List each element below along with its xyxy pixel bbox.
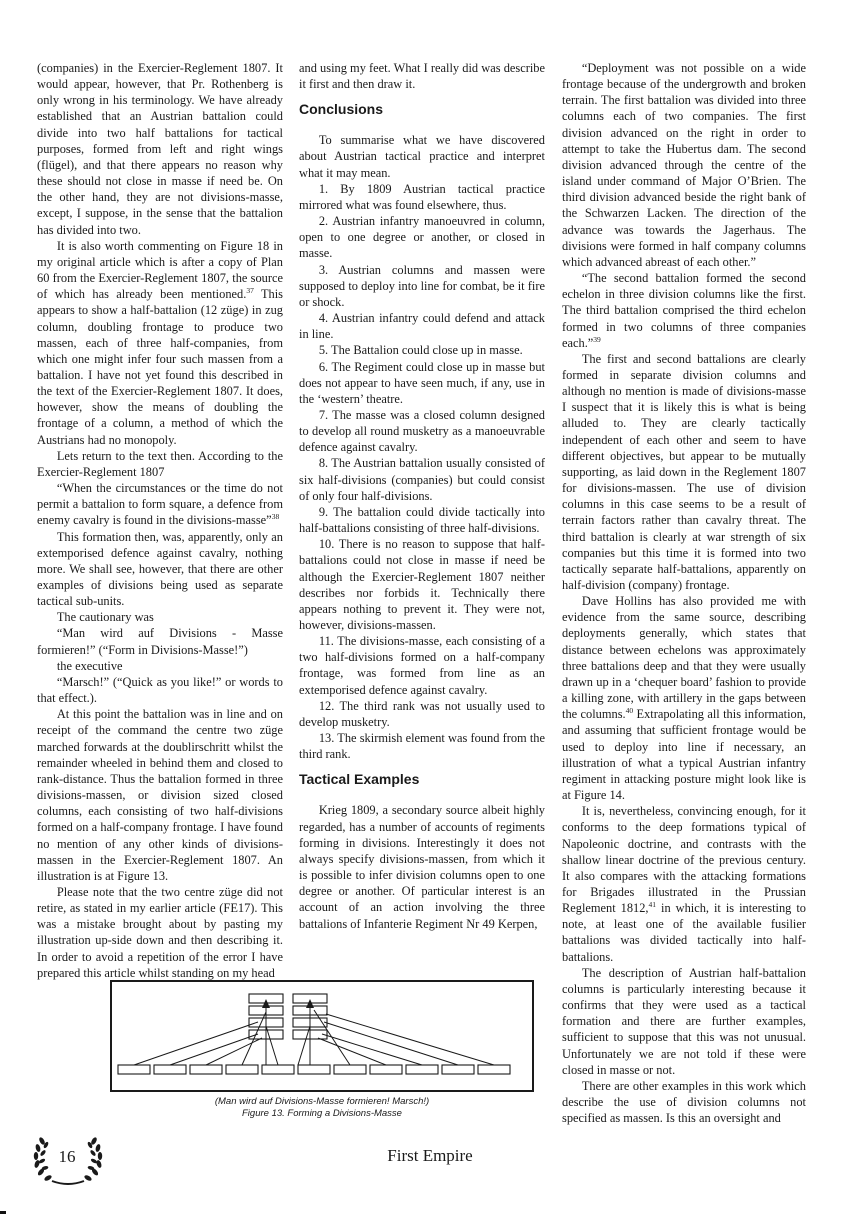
zug-block [262, 1065, 294, 1074]
figure-13-diagram [110, 980, 534, 1092]
paragraph [562, 593, 806, 803]
zug-block [190, 1065, 222, 1074]
paragraph: The description of Austrian half-battalion columns is particularly interesting because it confirms that they were used as a tactical formation and there are further examples, sufficient to suppose that this was not unusual. Unfortunately we are not told if these were closed in masse or not. [562, 965, 806, 1077]
caption-line: (Man wird auf Divisions-Masse formieren! Marsch!) [214, 1096, 430, 1107]
paragraph: This formation then, was, apparently, only an extemporised defence against cavalry, nothing more. We shall see, however, that there are other examples of divisions being used as separate tactical sub-units. [37, 529, 283, 609]
conclusion-item: 6. The Regiment could close up in masse but does not appear to have seen much, if any, use in the ‘western’ theatre. [299, 359, 545, 406]
section-heading-tactical-examples: Tactical Examples [299, 771, 420, 788]
conclusion-item: 12. The third rank was not usually used to develop musketry. [299, 698, 545, 729]
zug-block [334, 1065, 366, 1074]
paragraph: At this point the battalion was in line and on receipt of the command the centre two züge marched forwards at the doublirschritt whilst the remainder wheeled in behind them and closed to rank-distance. Thus the battalion formed in three divisions-massen, or division sized closed columns, each consisting of two half-divisions formed on a half-company frontage. I have found no mention of any other kinds of divisions-massen in the Exercier-Reglement 1807. An illustration is at Figure 13. [37, 707, 283, 883]
conclusion-item: 4. Austrian infantry could defend and attack in line. [299, 311, 545, 342]
zug-block [442, 1065, 474, 1074]
paragraph [37, 238, 283, 448]
figure-caption [110, 1096, 534, 1120]
paragraph: There are other examples in this work which describe the use of division columns not specified as massen. Is this an oversight and [562, 1078, 806, 1126]
zug-block [406, 1065, 438, 1074]
footnote-ref: 38 [271, 512, 280, 522]
text-column-3 [562, 60, 806, 1126]
paragraph: The cautionary was [56, 610, 154, 625]
paragraph: To summarise what we have discovered about Austrian tactical practice and interpret what it may mean. [299, 133, 545, 180]
zug-block [370, 1065, 402, 1074]
conclusion-item: 13. The skirmish element was found from the third rank. [299, 731, 545, 762]
paragraph-text: “When the circumstances or the time do not permit a battalion to form square, a defence from enemy cavalry is found in the divisions-masse” [37, 481, 283, 528]
paragraph-text: Extrapolating all this information, and assuming that sufficient frontage would be used to deploy into line if necessary, an illustration of what a typical Austrian infantry regiment in attacking posture might look like is at Figure 14. [562, 707, 807, 803]
quote-paragraph: “Deployment was not possible on a wide frontage because of the undergrowth and broken terrain. The first battalion was divided into three columns each of two companies. The first division advanced on the right in order to attempt to take the Hubertus dam. The second division advanced through the centre of the island under command of Major O’Brien. The third division advanced beside the right bank of the Schwarzen Lacken. The direction of the advance was towards the Jagerhaus. The divisions were formed in half company columns which advanced abreast of each other.” [562, 61, 806, 269]
scan-edge-mark [0, 1211, 6, 1214]
text-column-2 [299, 60, 545, 932]
paragraph: Krieg 1809, a secondary source albeit highly regarded, has a number of accounts of regiments forming in divisions. Interestingly it does not always specify divisions-massen, from which it is possible to infer division columns open to one degree or another. Of particular interest is an account of an action involving the three battalions of Infanterie Regiment Nr 49 Kerpen, [299, 803, 545, 931]
zug-block [118, 1065, 150, 1074]
paragraph: Please note that the two centre züge did not retire, as stated in my earlier article (FE17). This was a mistake brought about by pasting my illustration up-side down and then describing it. In order to avoid a repetition of the error I have prepared this article whilst standing on my head [37, 884, 283, 980]
paragraph-text: Dave Hollins has also provided me with evidence from the same source, describing deployments generally, which states that distance between echelons was approximately three battalions deep and that they were usually drawn up in a ‘chequer board’ fashion to provide a killing zone, with artillery in the gaps between the columns. [562, 594, 806, 722]
quote-paragraph [37, 480, 283, 528]
quote-paragraph: “Man wird auf Divisions - Masse formieren!” (“Form in Divisions-Masse!”) [37, 626, 283, 657]
conclusion-item: 8. The Austrian battalion usually consisted of six half-divisions (companies) but could consist of only four half-divisions. [299, 456, 545, 503]
divisions-masse-diagram [112, 982, 532, 1090]
paragraph-text: “The second battalion formed the second echelon in three division columns like the first. The third battalion comprised the third echelon formed in two columns of three companies each.” [562, 271, 806, 350]
paragraph [562, 803, 806, 965]
journal-title: First Empire [387, 1146, 473, 1165]
zug-block [478, 1065, 510, 1074]
footnote-ref: 39 [593, 334, 601, 344]
caption-line: Figure 13. Forming a Divisions-Masse [242, 1108, 402, 1119]
conclusion-item: 3. Austrian columns and massen were supposed to deploy into line for combat, be it fire or shock. [299, 262, 545, 309]
paragraph-text: in which, it is interesting to note, at least one of the available fusilier battalions was divided tactically into half-battalions. [562, 901, 806, 964]
zug-block [154, 1065, 186, 1074]
conclusion-item: 11. The divisions-masse, each consisting of a two half-divisions formed on a half-company frontage, was formed from line as an extemporised defence against cavalry. [299, 634, 545, 697]
footnote-ref: 41 [648, 900, 657, 910]
paragraph-text: It is also worth commenting on Figure 18 in my original article which is after a copy of Plan 60 from the Exercier-Reglement 1807, the source of which has already been mentioned. [37, 238, 283, 302]
conclusion-item: 5. The Battalion could close up in masse. [318, 343, 523, 358]
footnote-ref: 40 [625, 706, 634, 716]
paragraph: Lets return to the text then. According to the Exercier-Reglement 1807 [37, 448, 283, 479]
paragraph: (companies) in the Exercier-Reglement 1807. It would appear, however, that Pr. Rothenberg is only wrong in his terminology. We have already established that an Austrian battalion could divide into two half battalions for tactical purposes, formed from left and right wings (flügel), and that there appears no reason why these should not close in masse if need be. On the other hand, they are not divisions-masse, except, I suppose, in the sense that the battalion has divided into two. [37, 61, 283, 237]
paragraph: and using my feet. What I really did was describe it first and then draw it. [299, 61, 545, 92]
quote-paragraph [562, 270, 806, 351]
footnote-ref: 37 [246, 286, 254, 296]
conclusion-item: 9. The battalion could divide tactically into half-battalions consisting of three half-divisions. [299, 504, 545, 536]
zug-block [298, 1065, 330, 1074]
paragraph-text: It is, nevertheless, convincing enough, for it conforms to the deep formations typical of Napoleonic doctrine, and contrasts with the shallow linear doctrine of the previous century. It also compares with the attacking formations for Brigades illustrated in the Prussian Reglement 1812, [562, 804, 806, 916]
conclusion-item: 7. The masse was a closed column designed to develop all round musketry as a manoeuvrable defence against cavalry. [299, 407, 545, 455]
paragraph: the executive [56, 658, 123, 673]
conclusion-item: 10. There is no reason to suppose that half-battalions could not close in masse if need be although the Exercier-Reglement 1807 neither describes nor forbids it. Technically there appears nothing to prevent it. They were not, however, divisions-massen. [299, 537, 545, 632]
section-heading-conclusions: Conclusions [299, 101, 384, 118]
paragraph: The first and second battalions are clearly formed in separate division columns and although no mention is made of divisions-masse I suspect that it is likely this is what is being alluded to. They are clearly tactically independent of each other and seem to have different objectives, but appear to be mutually supporting, as laid down in the Reglement 1807 for divisions-massen. The use of division columns in this case seems to be a result of terrain factors rather than cavalry threat. The third battalion is clearly at war strength of six companies but this time it is formed into two tactically separate half-battalions, apparently on half-division (company) frontage. [562, 351, 806, 592]
conclusion-item: 1. By 1809 Austrian tactical practice mirrored what was found elsewhere, thus. [299, 181, 545, 212]
conclusion-item: 2. Austrian infantry manoeuvred in column, open to one degree or another, or closed in masse. [299, 214, 545, 261]
quote-paragraph: “Marsch!” (“Quick as you like!” or words to that effect.). [37, 674, 283, 706]
text-column-1 [37, 60, 283, 981]
zug-block [226, 1065, 258, 1074]
page-number: 16 [58, 1147, 76, 1166]
paragraph-text: This appears to show a half-battalion (12 züge) in zug column, doubling frontage to produce two massen, each of three half-companies, from which one might infer four such massen from a battalion. I have not yet found this described in the text of the Exercier-Reglement 1807. It does, however, show the means of doubling the frontage of a column, a method of which the Austrians had no monopoly. [37, 287, 284, 447]
